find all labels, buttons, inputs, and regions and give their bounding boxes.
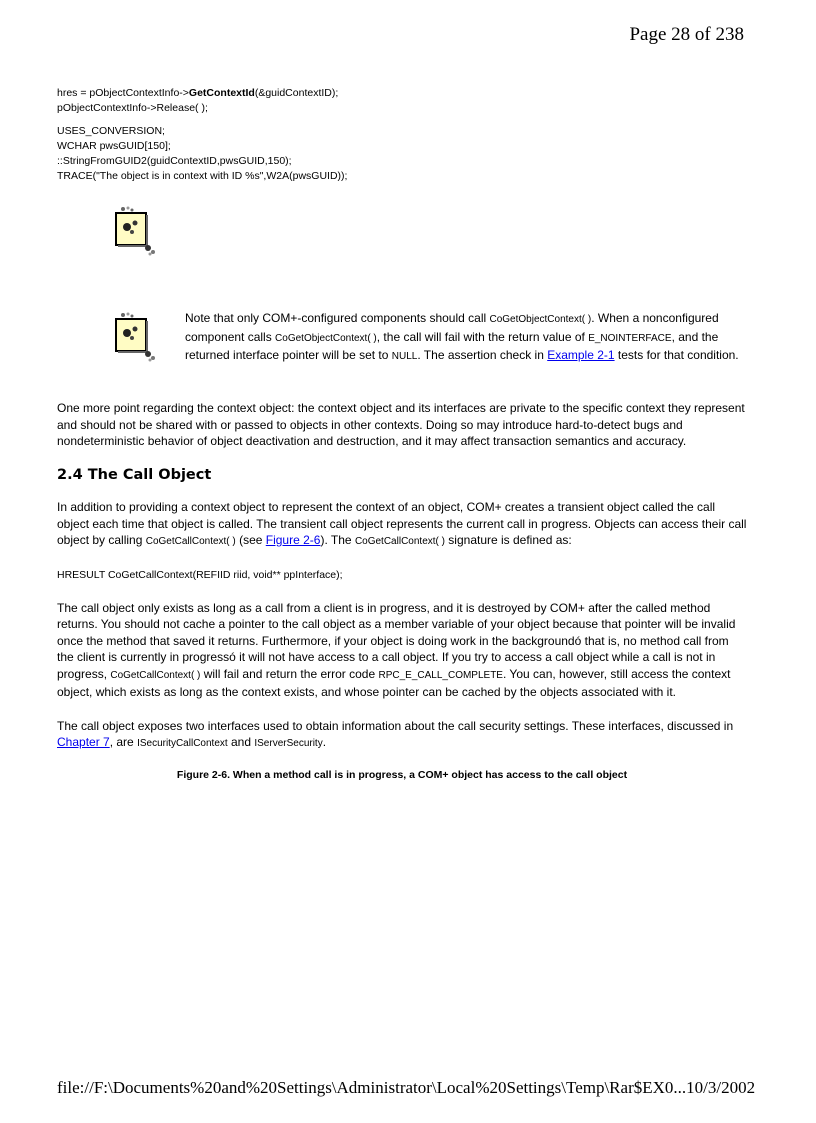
print-date: 10/3/2002 xyxy=(686,1078,756,1097)
paragraph-call-intro xyxy=(57,499,747,551)
code-bold-method: GetContextId xyxy=(188,87,255,99)
inline-code: IServerSecurity xyxy=(254,738,323,749)
note-span: tests for that condition. xyxy=(614,348,739,362)
code-line: WCHAR pwsGUID[150]; xyxy=(57,140,171,152)
text-span: The call object exposes two interfaces used to obtain information about the call security settings. These interfaces, discussed in xyxy=(57,718,734,733)
code-line: pObjectContextInfo->Release( ); xyxy=(57,102,208,114)
text-span: . xyxy=(322,735,327,749)
figure-2-6-link[interactable]: Figure 2-6 xyxy=(265,533,321,547)
signature-code: HRESULT CoGetCallContext(REFIID riid, void** ppInterface); xyxy=(57,568,343,581)
standalone-icon-area xyxy=(57,192,747,310)
note-span: . The assertion check in xyxy=(417,348,548,362)
text-span: (see xyxy=(235,533,266,547)
code-text: (&guidContextID); xyxy=(254,87,339,99)
text-span: will fail and return the error code xyxy=(200,666,379,681)
tip-icon xyxy=(114,312,154,358)
page-footer xyxy=(57,1078,756,1098)
text-span: The call object only exists as long as a call from a client is in progress, and it is destroyed by COM+ after the called method returns. You should not cache a pointer to the call object as a member variable of your object because that pointer will be invalid once the method that saved it returns. Furthermore, if your object is doing work in the backgroundó that is, no method call from the client is currently in progressó it will not have access to a call object. If you try to access a call object while a call is not in progress, xyxy=(57,600,736,681)
text-span: ). The xyxy=(320,533,355,547)
code-line xyxy=(57,86,747,101)
inline-code: E_NOINTERFACE xyxy=(588,332,672,344)
file-path: file://F:\Documents%20and%20Settings\Administrator\Local%20Settings\Temp\Rar$EX0... xyxy=(57,1078,687,1097)
note-span: Note that only COM+-configured components should call xyxy=(185,311,490,325)
code-text: hres = pObjectContextInfo-> xyxy=(57,87,189,99)
note-span: , the call will fail with the return value of xyxy=(376,329,589,344)
page-number-header: Page 28 of 238 xyxy=(629,24,744,45)
inline-code: CoGetCallContext( ) xyxy=(354,536,445,547)
note-text xyxy=(185,310,745,366)
text-span: In addition to providing a context object to represent the context of an object, COM+ creates a transient object called the call object each time that object is called. The transient call object represents the current call in progress. Objects can access their call object by calling xyxy=(57,500,747,547)
inline-code: ISecurityCallContext xyxy=(137,738,228,749)
note-span: , and the returned interface pointer will be set to xyxy=(185,329,719,362)
code-line: TRACE("The object is in context with ID %s",W2A(pwsGUID)); xyxy=(57,170,348,182)
note-box xyxy=(57,310,747,400)
tip-icon xyxy=(114,206,154,252)
figure-caption: Figure 2-6. When a method call is in progress, a COM+ object has access to the call object xyxy=(176,768,628,781)
text-span: . You can, however, still access the context object, which exists as long as the context exists, and whose pointer can be cached by the objects associated with it. xyxy=(57,666,731,699)
inline-code: CoGetObjectContext( ) xyxy=(275,332,377,344)
page-content xyxy=(57,86,747,783)
paragraph-context-privacy: One more point regarding the context object: the context object and its interfaces are private to the specific context they represent and should not be shared with or passed to objects in other contexts. Doing so may introduce hard-to-detect bugs and nondeterministic behavior of object deactivation and destruction, and it may affect transaction semantics and accuracy. xyxy=(57,401,745,448)
inline-code: CoGetObjectContext( ) xyxy=(489,314,592,325)
code-block-context-id xyxy=(57,86,747,116)
chapter-7-link[interactable]: Chapter 7 xyxy=(57,735,110,749)
inline-code: RPC_E_CALL_COMPLETE xyxy=(378,669,503,681)
inline-code: CoGetCallContext( ) xyxy=(145,536,236,547)
code-line: ::StringFromGUID2(guidContextID,pwsGUID,150); xyxy=(57,155,292,167)
text-span: and xyxy=(227,735,255,749)
code-line: USES_CONVERSION; xyxy=(57,125,165,137)
text-span: , are xyxy=(109,735,138,749)
note-span: . When a nonconfigured component calls xyxy=(185,311,719,344)
paragraph-call-lifetime xyxy=(57,600,747,701)
example-2-1-link[interactable]: Example 2-1 xyxy=(547,348,615,362)
text-span: signature is defined as: xyxy=(444,533,572,547)
code-block-guid xyxy=(57,124,747,184)
paragraph-call-interfaces xyxy=(57,718,747,753)
inline-code: CoGetCallContext( ) xyxy=(110,669,201,681)
inline-code: NULL xyxy=(391,351,418,362)
section-heading: 2.4 The Call Object xyxy=(57,466,212,483)
